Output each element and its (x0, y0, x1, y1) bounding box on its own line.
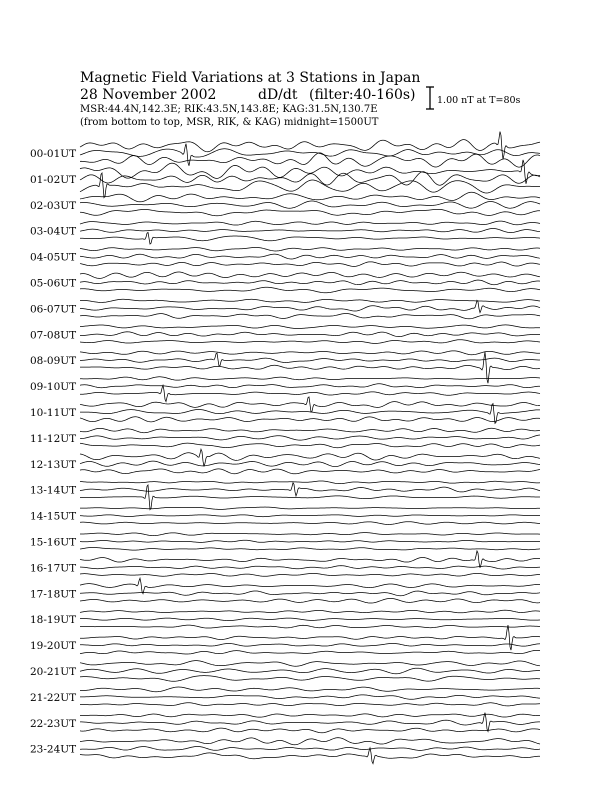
trace-08-09UT-RIK (80, 353, 540, 366)
station-coordinates: MSR:44.4N,142.3E; RIK:43.5N,143.8E; KAG:31.5N,130.7E (80, 104, 378, 115)
trace-09-10UT-MSR (80, 385, 540, 401)
trace-10-11UT-KAG (80, 397, 540, 412)
trace-07-08UT-MSR (80, 340, 540, 344)
trace-20-21UT-RIK (80, 668, 540, 674)
trace-04-05UT-KAG (80, 247, 540, 251)
trace-07-08UT-KAG (80, 325, 540, 329)
trace-15-16UT-KAG (80, 533, 540, 536)
trace-09-10UT-RIK (80, 384, 540, 388)
row-label-08-09UT: 08-09UT (30, 355, 77, 368)
row-label-10-11UT: 10-11UT (30, 406, 77, 419)
trace-03-04UT-RIK (80, 229, 540, 233)
row-label-05-06UT: 05-06UT (30, 277, 77, 290)
trace-17-18UT-KAG (80, 578, 540, 593)
trace-00-01UT-RIK (80, 144, 540, 166)
chart-quantity: dD/dt (258, 87, 298, 103)
row-label-12-13UT: 12-13UT (30, 458, 77, 471)
trace-23-24UT-RIK (80, 747, 540, 751)
row-label-11-12UT: 11-12UT (30, 432, 77, 445)
trace-11-12UT-RIK (80, 435, 540, 440)
row-label-09-10UT: 09-10UT (30, 381, 77, 394)
hour-rows (30, 132, 540, 764)
trace-13-14UT-KAG (80, 481, 540, 484)
chart-title: Magnetic Field Variations at 3 Stations in Japan (80, 70, 421, 86)
trace-22-23UT-MSR (80, 728, 540, 733)
trace-15-16UT-MSR (80, 547, 540, 550)
row-label-17-18UT: 17-18UT (30, 588, 77, 601)
trace-18-19UT-KAG (80, 610, 540, 613)
trace-20-21UT-MSR (80, 676, 540, 682)
trace-21-22UT-RIK (80, 695, 540, 699)
row-label-02-03UT: 02-03UT (30, 199, 77, 212)
trace-23-24UT-KAG (80, 738, 540, 745)
trace-16-17UT-KAG (80, 551, 540, 568)
trace-02-03UT-RIK (80, 201, 540, 208)
trace-22-23UT-KAG (80, 714, 540, 717)
trace-13-14UT-MSR (80, 485, 540, 510)
trace-09-10UT-KAG (80, 377, 540, 380)
trace-08-09UT-KAG (80, 351, 540, 355)
trace-10-11UT-MSR (80, 417, 540, 422)
trace-01-02UT-RIK (80, 172, 540, 186)
trace-19-20UT-RIK (80, 643, 540, 646)
trace-03-04UT-MSR (80, 232, 540, 244)
row-label-22-23UT: 22-23UT (30, 717, 77, 730)
row-label-23-24UT: 23-24UT (30, 743, 77, 756)
trace-21-22UT-KAG (80, 687, 540, 692)
row-label-19-20UT: 19-20UT (30, 640, 77, 653)
trace-14-15UT-MSR (80, 522, 540, 525)
scale-bar-label: 1.00 nT at T=80s (437, 95, 521, 106)
scale-bar (426, 87, 434, 109)
trace-07-08UT-RIK (80, 332, 540, 337)
trace-18-19UT-RIK (80, 618, 540, 621)
trace-19-20UT-KAG (80, 625, 540, 650)
row-label-21-22UT: 21-22UT (30, 691, 77, 704)
trace-17-18UT-RIK (80, 591, 540, 596)
trace-16-17UT-RIK (80, 566, 540, 569)
trace-04-05UT-MSR (80, 262, 540, 267)
trace-05-06UT-RIK (80, 280, 540, 285)
row-label-00-01UT: 00-01UT (30, 147, 77, 160)
row-label-18-19UT: 18-19UT (30, 614, 77, 627)
trace-15-16UT-RIK (80, 540, 540, 542)
trace-05-06UT-MSR (80, 287, 540, 293)
trace-22-23UT-RIK (80, 713, 540, 732)
trace-11-12UT-MSR (80, 443, 540, 448)
trace-12-13UT-RIK (80, 461, 540, 466)
trace-14-15UT-RIK (80, 515, 540, 517)
trace-11-12UT-KAG (80, 428, 540, 432)
chart-date: 28 November 2002 (80, 87, 217, 103)
trace-02-03UT-KAG (80, 192, 540, 202)
chart-filter: (filter:40-160s) (309, 87, 416, 103)
trace-03-04UT-KAG (80, 221, 540, 225)
trace-00-01UT-KAG (80, 132, 540, 160)
row-label-01-02UT: 01-02UT (30, 173, 77, 186)
row-label-13-14UT: 13-14UT (30, 484, 77, 497)
trace-19-20UT-MSR (80, 650, 540, 654)
trace-06-07UT-KAG (80, 299, 540, 302)
trace-20-21UT-KAG (80, 661, 540, 667)
trace-04-05UT-RIK (80, 254, 540, 259)
trace-01-02UT-MSR (80, 173, 540, 198)
trace-21-22UT-MSR (80, 703, 540, 706)
row-label-07-08UT: 07-08UT (30, 329, 77, 342)
trace-14-15UT-KAG (80, 507, 540, 509)
trace-23-24UT-MSR (80, 748, 540, 764)
row-label-03-04UT: 03-04UT (30, 225, 77, 238)
trace-17-18UT-MSR (80, 598, 540, 603)
trace-02-03UT-MSR (80, 209, 540, 215)
row-label-20-21UT: 20-21UT (30, 665, 77, 678)
station-order-note: (from bottom to top, MSR, RIK, & KAG) midnight=1500UT (80, 117, 379, 128)
row-label-14-15UT: 14-15UT (30, 510, 77, 523)
row-label-16-17UT: 16-17UT (30, 562, 77, 575)
trace-18-19UT-MSR (80, 625, 540, 628)
trace-06-07UT-MSR (80, 313, 540, 318)
row-label-15-16UT: 15-16UT (30, 536, 77, 549)
trace-12-13UT-MSR (80, 469, 540, 474)
row-label-06-07UT: 06-07UT (30, 303, 77, 316)
trace-05-06UT-KAG (80, 272, 540, 278)
trace-00-01UT-MSR (80, 153, 540, 167)
row-label-04-05UT: 04-05UT (30, 251, 77, 264)
trace-16-17UT-MSR (80, 573, 540, 576)
